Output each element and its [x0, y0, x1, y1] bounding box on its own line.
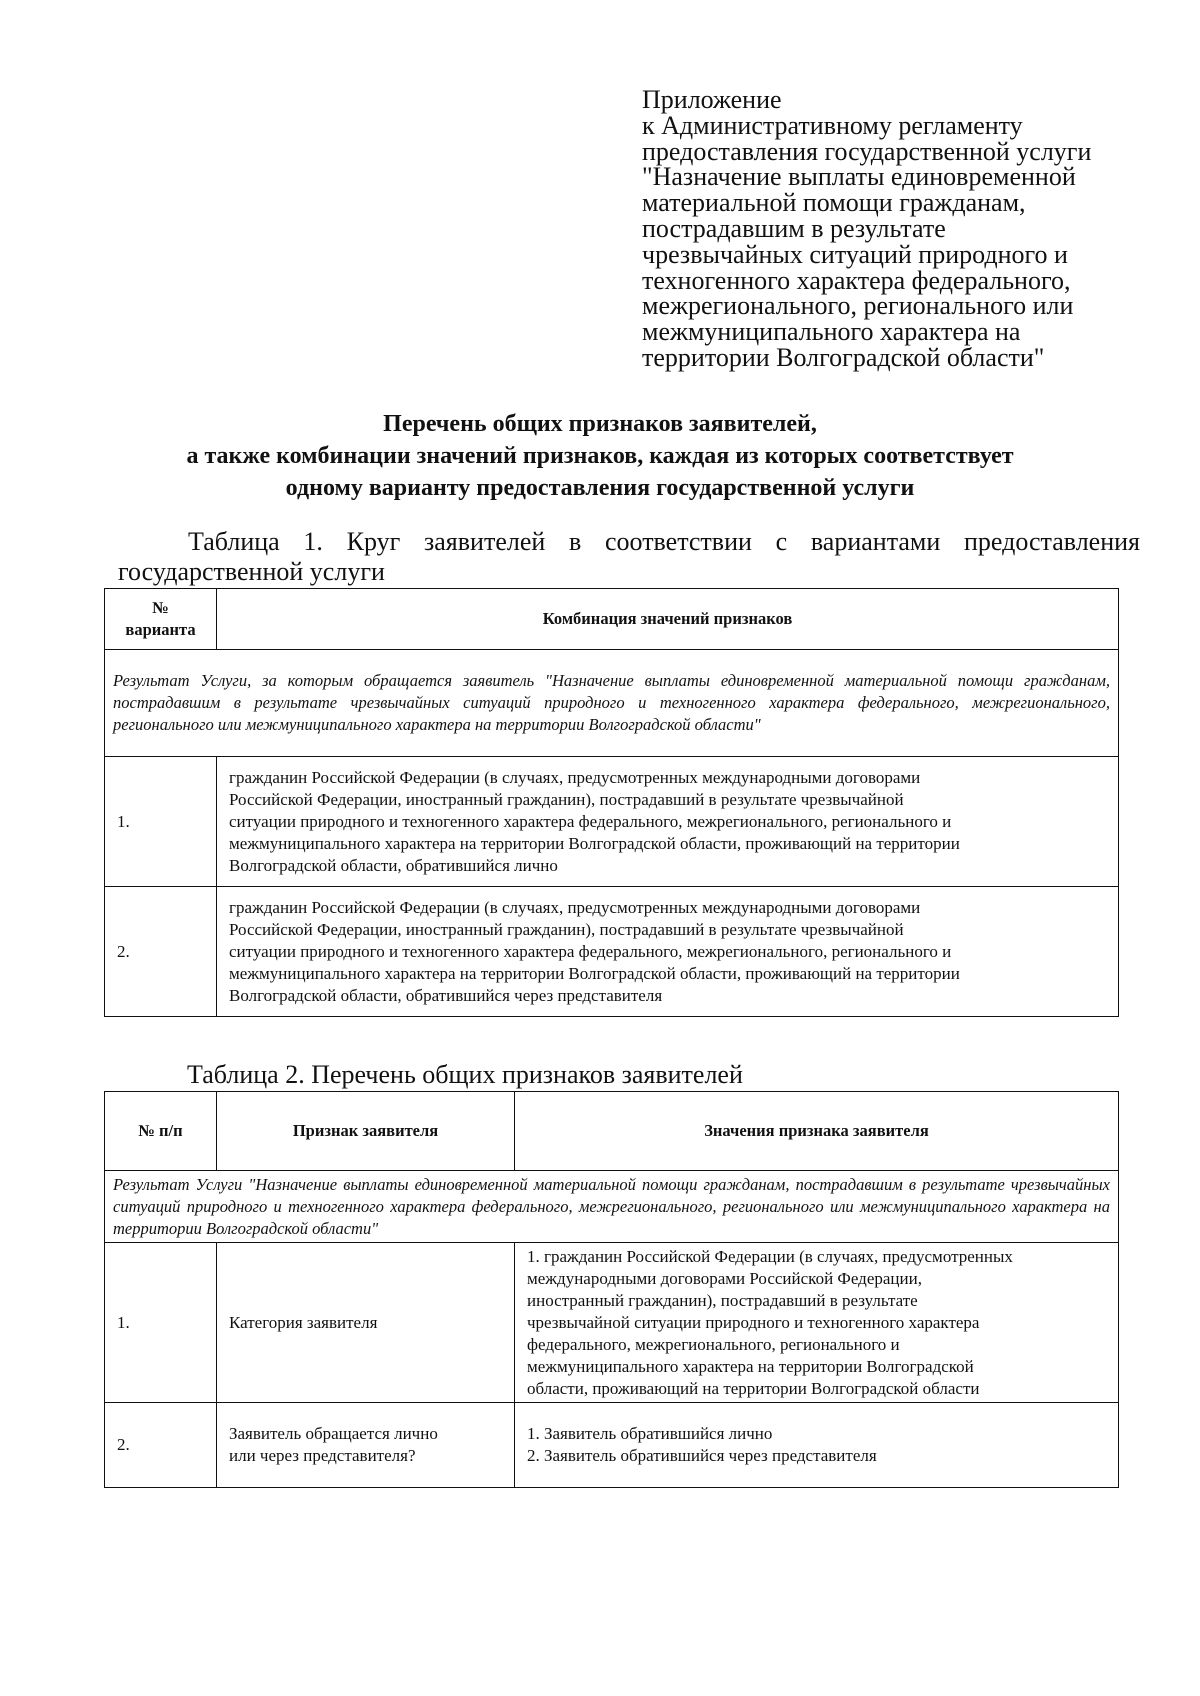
- appendix-note: [642, 87, 1162, 371]
- value-line: иностранный гражданин), пострадавший в результате: [527, 1290, 918, 1310]
- appendix-line: межмуниципального характера на: [642, 317, 1021, 347]
- appendix-line: территории Волгоградской области": [642, 342, 1045, 372]
- row-line: межмуниципального характера на территории Волгоградской области, проживающий на территории: [229, 963, 960, 983]
- heading-line: Перечень общих признаков заявителей,: [383, 411, 817, 437]
- row-line: гражданин Российской Федерации (в случаях, предусмотренных международными договорами: [229, 897, 921, 917]
- value-line: области, проживающий на территории Волгоградской области: [527, 1378, 980, 1398]
- row-line: Волгоградской области, обратившийся через представителя: [229, 985, 663, 1005]
- table2: [104, 1091, 1119, 1488]
- header-text: №: [152, 598, 169, 617]
- row-line: гражданин Российской Федерации (в случаях, предусмотренных международными договорами: [229, 767, 921, 787]
- value-line: федерального, межрегионального, регионального и: [527, 1334, 900, 1354]
- criterion-line: Заявитель обращается лично: [229, 1424, 438, 1443]
- value-line: межмуниципального характера на территории Волгоградской: [527, 1356, 974, 1376]
- header-criterion-values: Значения признака заявителя: [515, 1092, 1119, 1171]
- heading-line: одному варианту предоставления государственной услуги: [285, 475, 915, 501]
- table-row: [105, 887, 1119, 1017]
- row-line: ситуации природного и техногенного характера федерального, межрегионального, регионального и: [229, 941, 952, 961]
- appendix-line: пострадавшим в результате: [642, 213, 946, 243]
- document-heading: [80, 408, 1120, 504]
- value-line: чрезвычайной ситуации природного и техногенного характера: [527, 1312, 980, 1332]
- table-result-row: [105, 650, 1119, 757]
- appendix-line: техногенного характера федерального,: [642, 265, 1071, 295]
- appendix-line: Приложение: [642, 85, 782, 114]
- table-row: [105, 1243, 1119, 1403]
- row-line: межмуниципального характера на территории Волгоградской области, проживающий на территории: [229, 833, 960, 853]
- table1-caption-line: государственной услуги: [118, 557, 385, 586]
- header-combination: Комбинация значений признаков: [217, 589, 1119, 650]
- result-description: Результат Услуги, за которым обращается заявитель "Назначение выплаты единовременной материальной помощи гражданам, пострадавшим в результате чрезвычайных ситуаций природного и техногенного характера федерального, межрегионального, регионального или межмуниципального характера на территории Волгоградской области": [105, 650, 1119, 757]
- table1: [104, 588, 1119, 1017]
- row-line: ситуации природного и техногенного характера федерального, межрегионального, регионального и: [229, 811, 952, 831]
- value-line: 2. Заявитель обратившийся через представителя: [527, 1446, 877, 1465]
- table2-caption: Таблица 2. Перечень общих признаков заявителей: [187, 1060, 743, 1089]
- table1-caption-line: Таблица 1. Круг заявителей в соответствии с вариантами предоставления: [188, 527, 1140, 556]
- appendix-line: предоставления государственной услуги: [642, 136, 1092, 166]
- row-description: [217, 757, 1119, 887]
- row-line: Волгоградской области, обратившийся лично: [229, 855, 558, 875]
- table-row: [105, 757, 1119, 887]
- value-line: 1. Заявитель обратившийся лично: [527, 1424, 773, 1443]
- table-result-row: [105, 1171, 1119, 1243]
- appendix-line: "Назначение выплаты единовременной: [642, 162, 1076, 192]
- appendix-line: к Административному регламенту: [642, 110, 1023, 140]
- row-criterion: [217, 1243, 515, 1403]
- row-number: 2.: [105, 1403, 217, 1488]
- header-row-number: № п/п: [105, 1092, 217, 1171]
- header-criterion: Признак заявителя: [217, 1092, 515, 1171]
- appendix-line: чрезвычайных ситуаций природного и: [642, 239, 1068, 269]
- row-line: Российской Федерации, иностранный гражданин), пострадавший в результате чрезвычайной: [229, 919, 904, 939]
- value-line: 1. гражданин Российской Федерации (в случаях, предусмотренных: [527, 1246, 1013, 1266]
- row-line: Российской Федерации, иностранный гражданин), пострадавший в результате чрезвычайной: [229, 789, 904, 809]
- row-number: 1.: [105, 757, 217, 887]
- appendix-line: материальной помощи гражданам,: [642, 188, 1026, 218]
- row-criterion: [217, 1403, 515, 1488]
- heading-line: а также комбинации значений признаков, каждая из которых соответствует: [186, 443, 1014, 469]
- header-variant-number: [105, 589, 217, 650]
- row-values: [515, 1243, 1119, 1403]
- table-header-row: [105, 1092, 1119, 1171]
- table1-caption: [118, 527, 1140, 587]
- row-number: 2.: [105, 887, 217, 1017]
- row-description: [217, 887, 1119, 1017]
- criterion-line: или через представителя?: [229, 1446, 416, 1465]
- header-text: варианта: [125, 620, 196, 639]
- table-row: [105, 1403, 1119, 1488]
- row-number: 1.: [105, 1243, 217, 1403]
- result-description: Результат Услуги "Назначение выплаты единовременной материальной помощи гражданам, пострадавшим в результате чрезвычайных ситуаций природного и техногенного характера федерального, межрегионального, регионального или межмуниципального характера на территории Волгоградской области": [105, 1171, 1119, 1243]
- table-header-row: [105, 589, 1119, 650]
- value-line: международными договорами Российской Федерации,: [527, 1268, 922, 1288]
- appendix-line: межрегионального, регионального или: [642, 291, 1074, 321]
- criterion-line: Категория заявителя: [229, 1312, 378, 1332]
- row-values: [515, 1403, 1119, 1488]
